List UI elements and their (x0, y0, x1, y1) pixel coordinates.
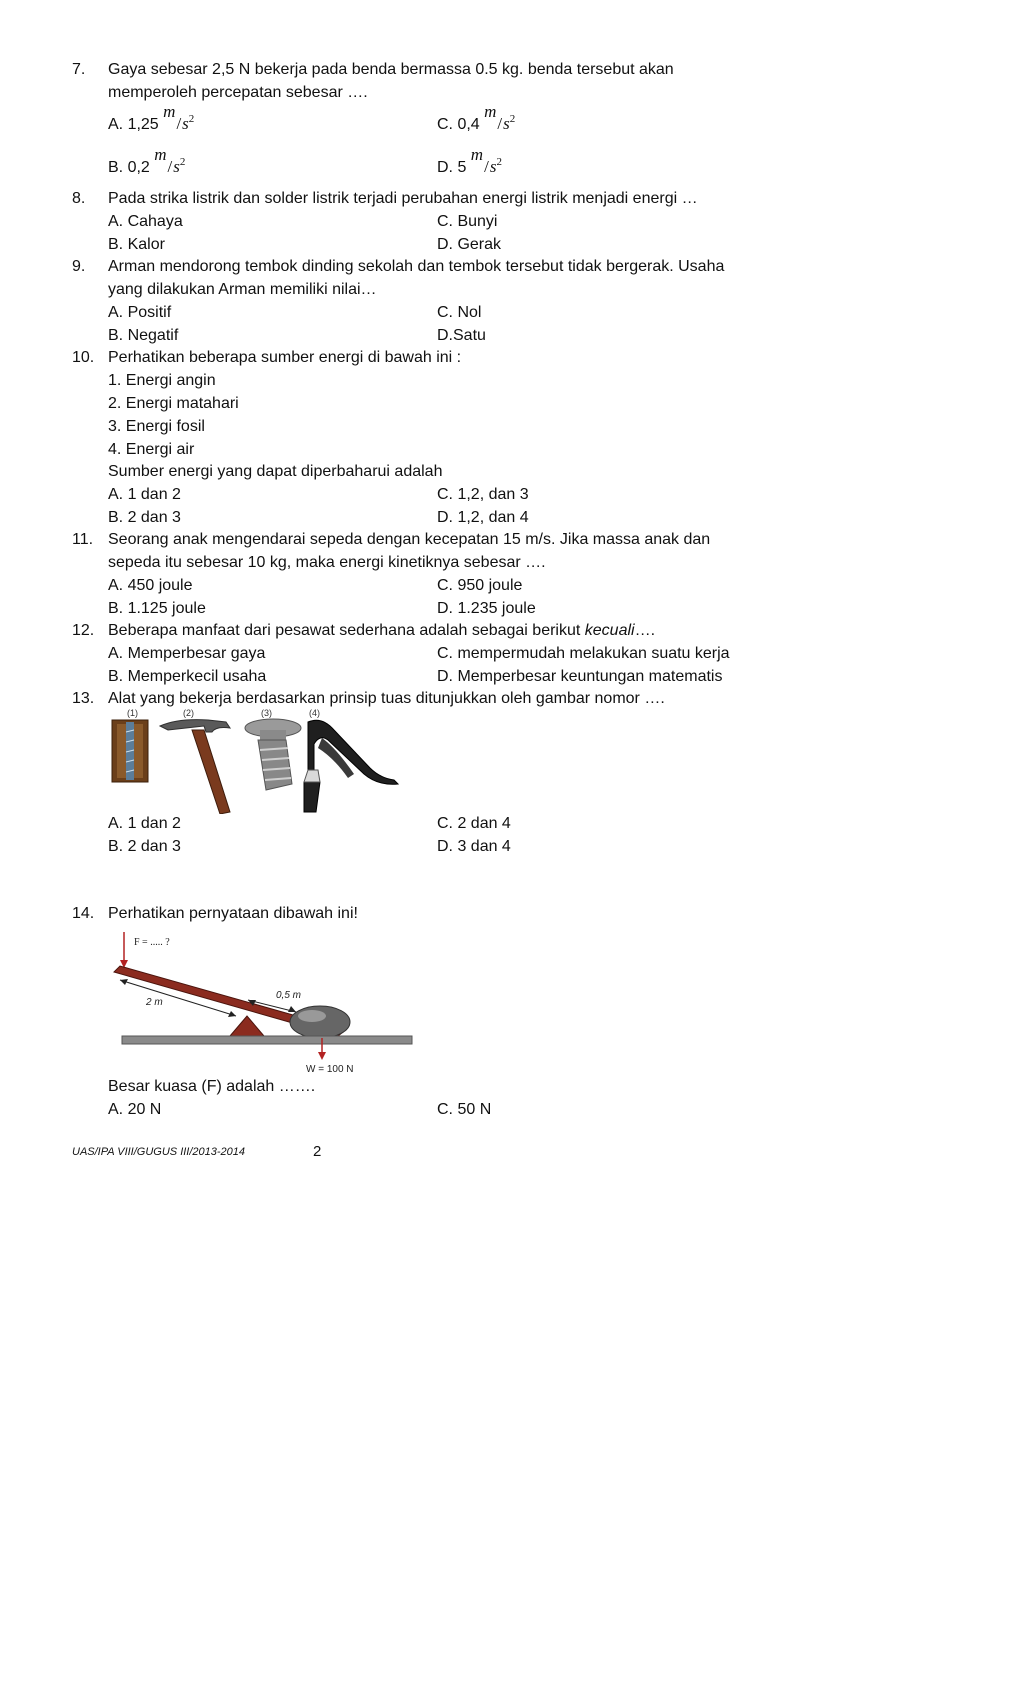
q7-option-c (437, 102, 516, 136)
q10-number: 10. (72, 349, 95, 366)
dimension-long-label: 2 m (146, 997, 163, 1008)
q13-option-a: A. 1 dan 2 (108, 815, 181, 832)
q13-option-d: D. 3 dan 4 (437, 838, 511, 855)
q7-option-b-label: B. 0,2 (108, 159, 150, 176)
q12-option-d: D. Memperbesar keuntungan matematis (437, 668, 723, 685)
q8-option-a: A. Cahaya (108, 213, 183, 230)
rock-highlight (298, 1010, 326, 1022)
q7-option-d-label: D. 5 (437, 159, 467, 176)
q12-number: 12. (72, 622, 95, 639)
unit-m: m (470, 145, 484, 164)
q14-lever-figure (108, 930, 420, 1076)
unit-s: s (173, 157, 180, 176)
q10-text-line1: Perhatikan beberapa sumber energi di bawah ini : (108, 349, 462, 366)
fig-label-4: (4) (309, 708, 320, 718)
q8-option-d: D. Gerak (437, 236, 502, 253)
ground (122, 1036, 412, 1044)
q10-list-item: 2. Energi matahari (108, 395, 239, 412)
dimension-short-arrow-right (288, 1006, 296, 1012)
q10-option-d: D. 1,2, dan 4 (437, 509, 529, 526)
q12-text-emphasis: kecuali (584, 622, 635, 639)
q7-text-line2: memperoleh percepatan sebesar …. (108, 84, 368, 101)
unit-slash: / (167, 157, 173, 176)
q11-option-a: A. 450 joule (108, 577, 193, 594)
fig-label-3: (3) (261, 708, 272, 718)
unit-s: s (182, 114, 189, 133)
q10-option-b: B. 2 dan 3 (108, 509, 181, 526)
weight-arrow-head (318, 1052, 326, 1060)
q13-option-b: B. 2 dan 3 (108, 838, 181, 855)
q14-option-c: C. 50 N (437, 1101, 492, 1118)
q10-list-item: 1. Energi angin (108, 372, 216, 389)
force-label: F = ..... ? (134, 937, 170, 948)
unit-m: m (484, 102, 497, 121)
unit-slash: / (497, 114, 503, 133)
q11-number: 11. (72, 531, 94, 548)
q8-option-b: B. Kalor (108, 236, 165, 253)
q8-text-line1: Pada strika listrik dan solder listrik terjadi perubahan energi listrik menjadi energi … (108, 190, 698, 207)
clamp-icon (304, 720, 398, 812)
unit-exp: 2 (509, 113, 516, 125)
q8-number: 8. (72, 190, 86, 207)
unit-exp: 2 (179, 156, 186, 168)
q10-text-line2: Sumber energi yang dapat diperbaharui adalah (108, 463, 443, 480)
q7-option-c-label: C. 0,4 (437, 116, 480, 133)
unit-m: m (154, 145, 167, 164)
page-number: 2 (313, 1143, 322, 1160)
q7-option-a-unit (163, 102, 195, 136)
fig-label-1: (1) (127, 708, 138, 718)
unit-s: s (489, 157, 497, 176)
q14-option-a: A. 20 N (108, 1101, 162, 1118)
q12-option-c: C. mempermudah melakukan suatu kerja (437, 645, 730, 662)
q10-option-c: C. 1,2, dan 3 (437, 486, 529, 503)
q8-option-c: C. Bunyi (437, 213, 498, 230)
q12-option-a: A. Memperbesar gaya (108, 645, 266, 662)
q7-option-d (437, 145, 502, 179)
q7-option-c-unit (484, 102, 516, 136)
q13-option-c: C. 2 dan 4 (437, 815, 511, 832)
q10-list-item: 3. Energi fosil (108, 418, 205, 435)
q11-text-line1: Seorang anak mengendarai sepeda dengan kecepatan 15 m/s. Jika massa anak dan (108, 531, 711, 548)
unit-slash: / (176, 114, 182, 133)
hammer-icon (160, 720, 230, 814)
q9-option-c: C. Nol (437, 304, 482, 321)
q10-option-a: A. 1 dan 2 (108, 486, 181, 503)
q9-text-line2: yang dilakukan Arman memiliki nilai… (108, 281, 377, 298)
q12-option-b: B. Memperkecil usaha (108, 668, 267, 685)
q13-tools-figure (108, 708, 418, 814)
q7-option-b (108, 145, 186, 179)
q7-option-a (108, 102, 195, 136)
fig-label-2: (2) (183, 708, 194, 718)
q14-text-line1: Perhatikan pernyataan dibawah ini! (108, 905, 358, 922)
q12-text-line1 (108, 621, 655, 641)
q11-option-d: D. 1.235 joule (437, 600, 536, 617)
q9-number: 9. (72, 258, 86, 275)
q7-text-line1: Gaya sebesar 2,5 N bekerja pada benda bermassa 0.5 kg. benda tersebut akan (108, 61, 674, 78)
q14-number: 14. (72, 905, 95, 922)
q11-option-b: B. 1.125 joule (108, 600, 206, 617)
q10-list-item: 4. Energi air (108, 441, 195, 458)
q11-option-c: C. 950 joule (437, 577, 523, 594)
unit-slash: / (484, 157, 489, 176)
q9-text-line1: Arman mendorong tembok dinding sekolah dan tembok tersebut tidak bergerak. Usaha (108, 258, 725, 275)
dimension-short-label: 0,5 m (276, 990, 302, 1001)
weight-label: W = 100 N (306, 1064, 354, 1075)
footer-code: UAS/IPA VIII/GUGUS III/2013-2014 (72, 1146, 246, 1158)
q13-text-line1: Alat yang bekerja berdasarkan prinsip tuas ditunjukkan oleh gambar nomor …. (108, 690, 665, 707)
q9-option-b: B. Negatif (108, 327, 179, 344)
unit-exp: 2 (496, 156, 502, 168)
q7-option-b-unit (154, 145, 186, 179)
unit-m: m (163, 102, 176, 121)
q11-text-line2: sepeda itu sebesar 10 kg, maka energi kinetiknya sebesar …. (108, 554, 546, 571)
q12-text-pre: Beberapa manfaat dari pesawat sederhana adalah sebagai berikut (108, 622, 585, 639)
q14-text-line2: Besar kuasa (F) adalah ……. (108, 1078, 316, 1095)
q9-option-a: A. Positif (108, 304, 172, 321)
q7-option-a-label: A. 1,25 (108, 116, 159, 133)
q7-option-d-unit (470, 145, 502, 179)
q13-number: 13. (72, 690, 95, 707)
fulcrum (230, 1016, 264, 1036)
q7-number: 7. (72, 61, 86, 78)
q9-option-d: D.Satu (437, 327, 486, 344)
bolt-icon (245, 719, 301, 790)
rock (290, 1006, 350, 1038)
unit-s: s (503, 114, 510, 133)
unit-exp: 2 (188, 113, 195, 125)
q12-text-post: …. (634, 622, 656, 639)
wood-screw-icon (112, 720, 148, 782)
